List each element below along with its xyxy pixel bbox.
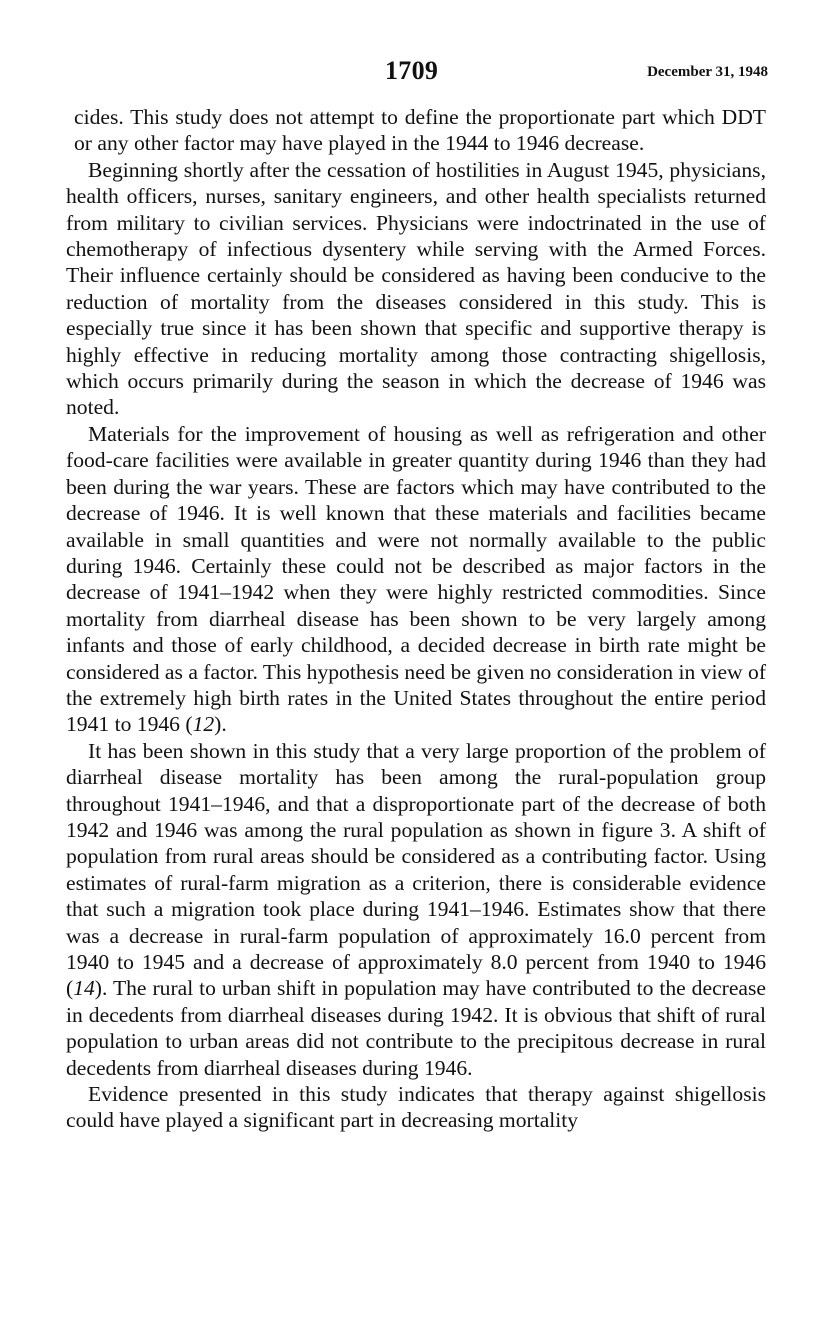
paragraph-4-text: It has been shown in this study that a very large proportion of the problem of diarrheal disease mortality has been among the rural-population group throughout 1941–1946, and that a disproportionate part of the decrease of both 1942 and 1946 was among the rural population as shown in figure 3. A shift of population from rural areas should be considered as a contributing factor. Using estimates of rural-farm migration as a criterion, there is considerable evidence that such a migration took place during 1941–1946. Estimates show that there was a decrease in rural-farm population of approximately 16.0 percent from 1940 to 1945 and a decrease of approximately 8.0 percent from 1940 to 1946 ( <box>66 738 766 1001</box>
page-number: 1709 <box>385 56 439 85</box>
paragraph-4 <box>66 738 766 1081</box>
paragraph-2: Beginning shortly after the cessation of hostilities in August 1945, physicians, health officers, nurses, sanitary engineers, and other health specialists returned from military to civilian services. Physicians were indoctrinated in the use of chemotherapy of infectious dysentery while serving with the Armed Forces. Their influence certainly should be considered as having been conducive to the reduction of mortality from the diseases considered in this study. This is especially true since it has been shown that specific and supportive therapy is highly effective in reducing mortality among those contracting shigellosis, which occurs primarily during the season in which the decrease of 1946 was noted. <box>66 157 766 420</box>
reference-citation: 14 <box>73 976 95 1001</box>
paragraph-1: cides. This study does not attempt to define the proportionate part which DDT or any other factor may have played in the 1944 to 1946 decrease. <box>74 105 766 156</box>
paragraph-3 <box>66 421 766 738</box>
page-header <box>0 56 816 90</box>
reference-citation: 12 <box>192 712 215 737</box>
header-date: December 31, 1948 <box>647 64 768 80</box>
paragraph-3-text: Materials for the improvement of housing as well as refrigeration and other food-care facilities were available in greater quantity during 1946 than they had been during the war years. These are factors which may have contributed to the decrease of 1946. It is well known that these materials and facilities became available in small quantities and were not normally available to the public during 1946. Certainly these could not be described as major factors in the decrease of 1941–1942 when they were highly restricted commodities. Since mortality from diarrheal disease has been shown to be very largely among infants and those of early childhood, a decided decrease in birth rate might be considered as a factor. This hypothesis need be given no consideration in view of the extremely high birth rates in the United States throughout the entire period 1941 to 1946 ( <box>66 421 767 737</box>
body-text <box>66 104 766 1134</box>
paragraph-5: Evidence presented in this study indicates that therapy against shigellosis could have played a significant part in decreasing mortality <box>66 1082 766 1133</box>
paragraph-4-tail: ). The rural to urban shift in population may have contributed to the decrease in decedents from diarrheal diseases during 1942. It is obvious that shift of rural population to urban areas did not contribute to the precipitous decrease in rural decedents from diarrheal diseases during 1946. <box>66 976 766 1080</box>
paragraph-3-tail: ). <box>214 712 227 737</box>
